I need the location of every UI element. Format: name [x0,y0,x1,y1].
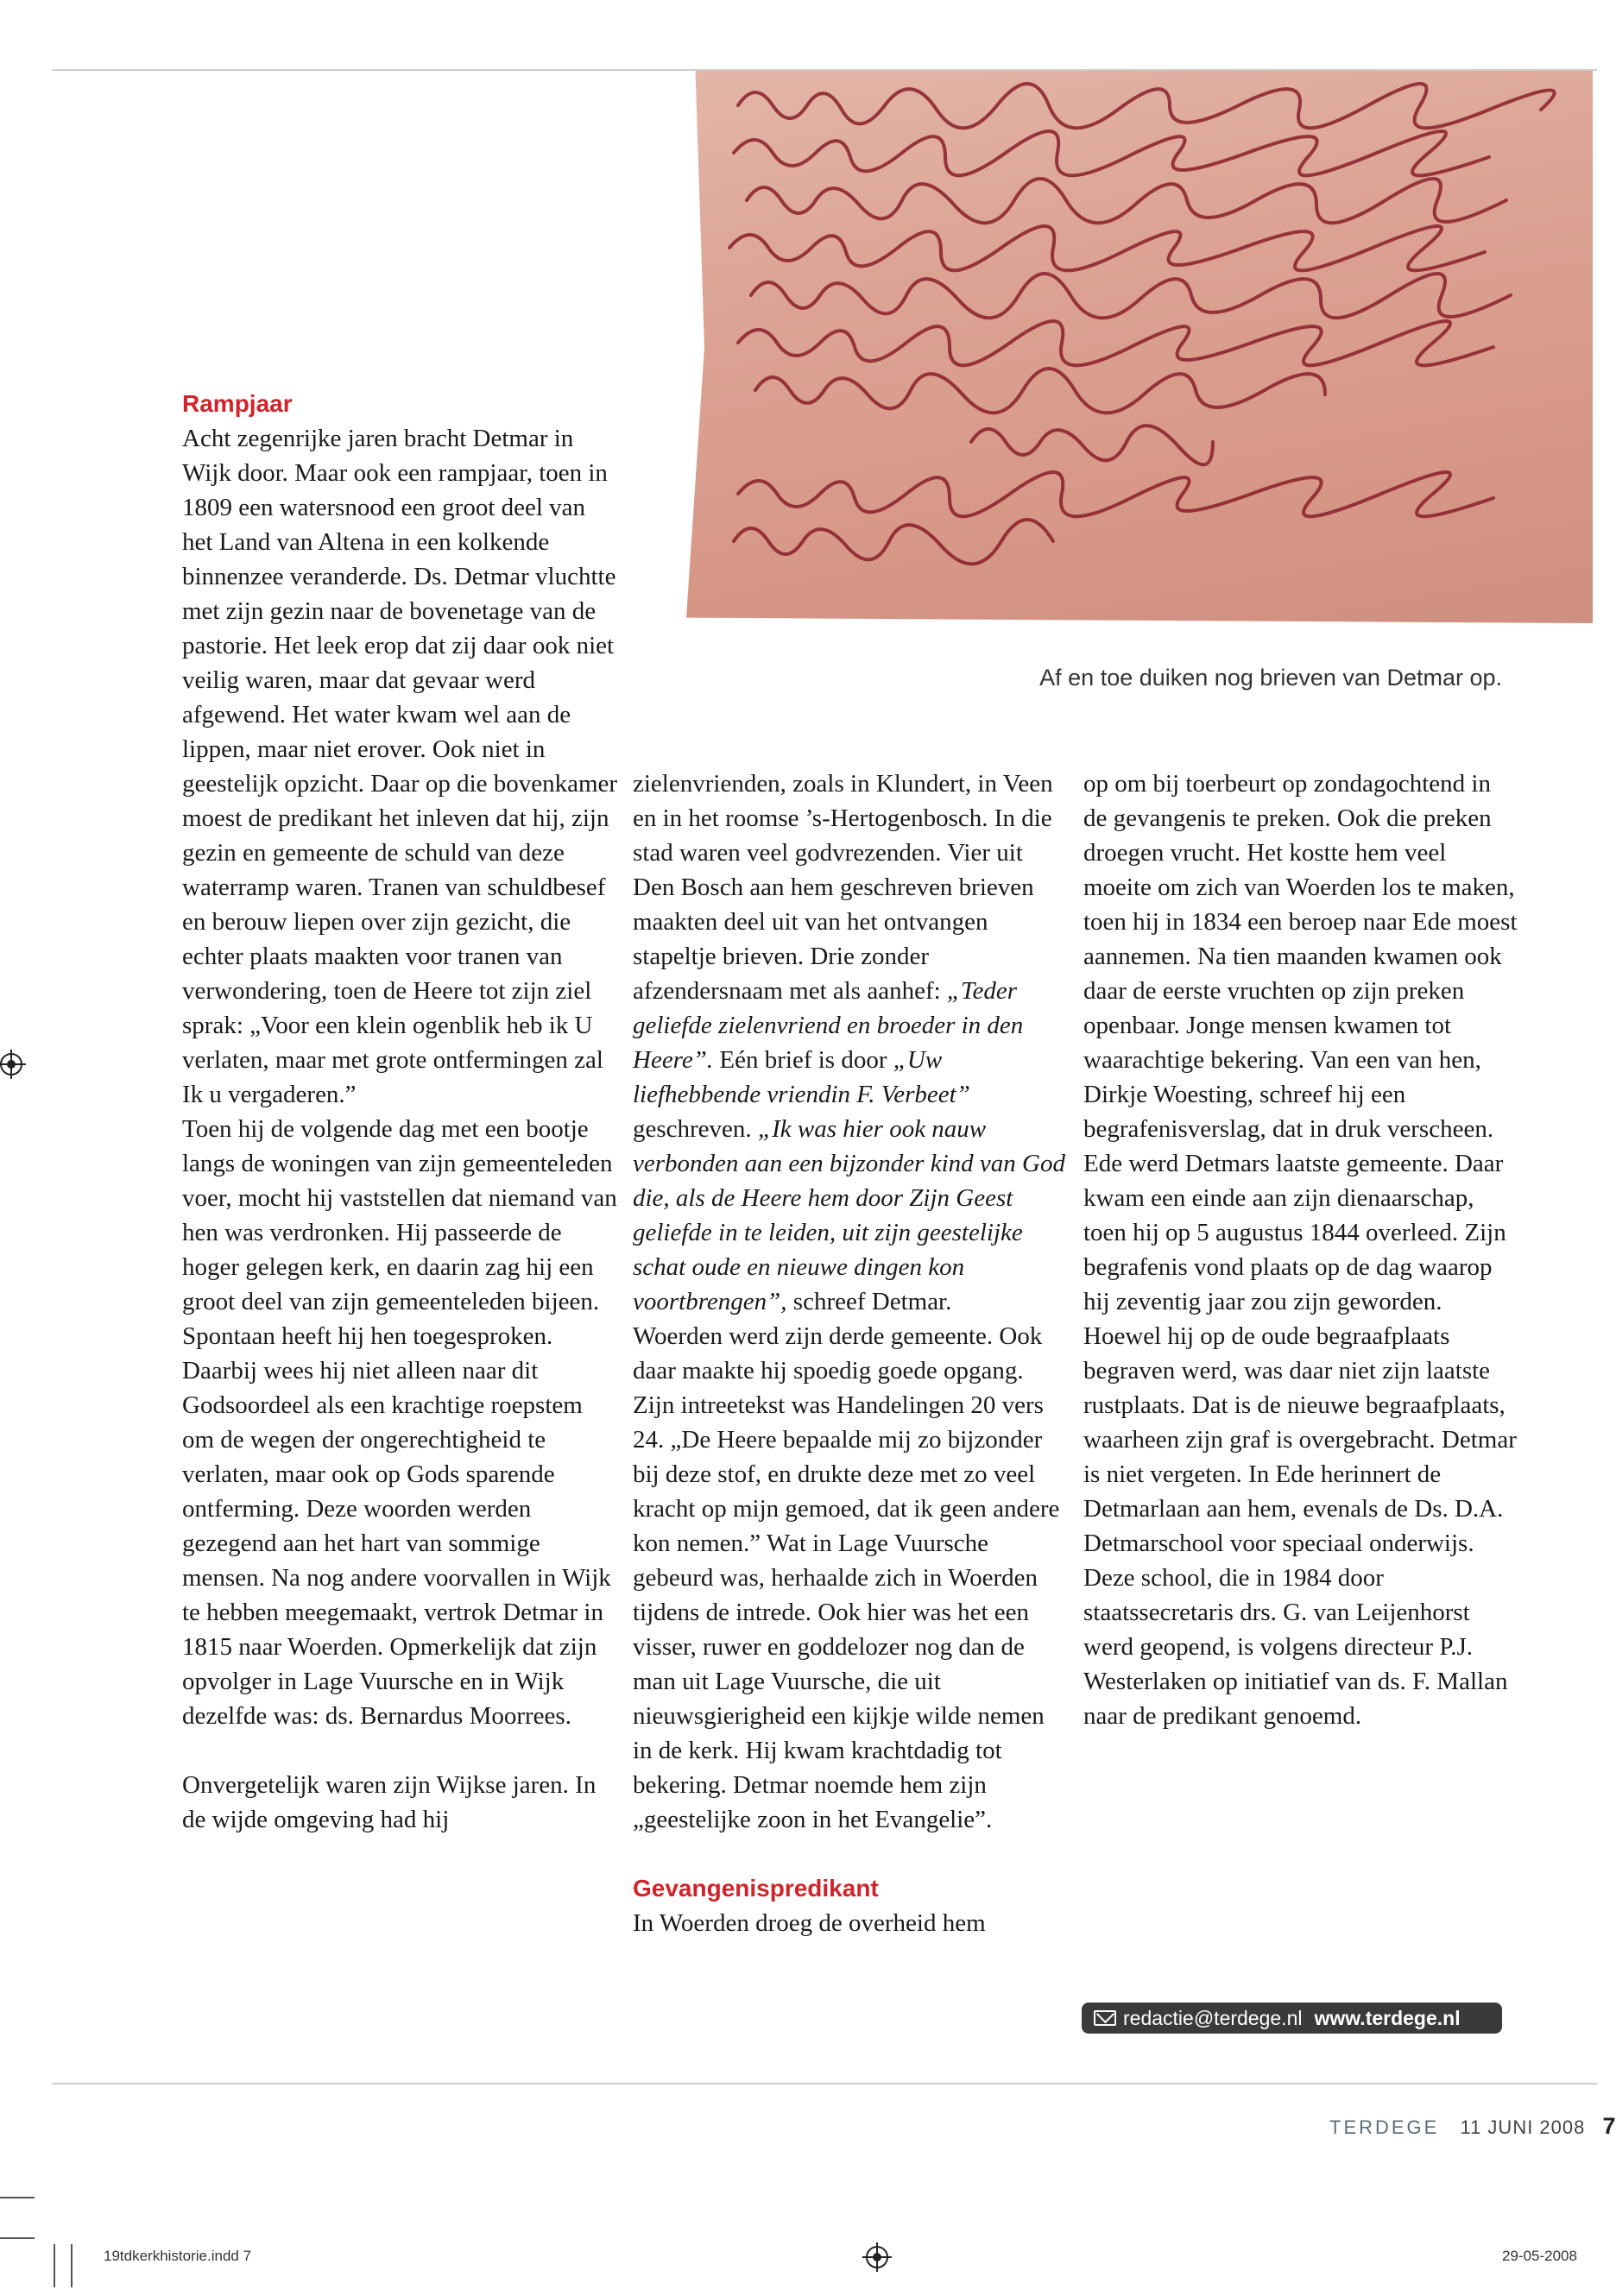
crop-mark [0,2197,35,2198]
section-heading-rampjaar: Rampjaar [182,390,293,417]
slug-date: 29-05-2008 [1502,2248,1577,2264]
crop-mark [54,2244,55,2287]
paragraph: Toen hij de volgende dag met een bootje langs de woningen van zijn gemeenteleden voer, mocht hij vaststellen dat niemand van hen was verdronken. Hij passeerde de hoger gelegen kerk, en daarin zag hij een groot deel van zijn gemeenteleden bijeen. Spontaan heeft hij hen toegesproken. Daarbij wees hij niet alleen naar dit Godsoordeel als een krachtige roepstem om de wegen der ongerechtigheid te verlaten, maar ook op Gods sparende ontferming. Deze woorden werden gezegend aan het hart van sommige mensen. Na nog andere voorvallen in Wijk te hebben meegemaakt, vertrok Detmar in 1815 naar Woerden. Opmerkelijk dat zijn opvolger in Lage Vuursche en in Wijk dezelfde was: ds. Bernardus Moorrees. [182,1115,617,1730]
bottom-trim-line [52,2083,1597,2085]
crop-mark [71,2244,73,2287]
column-2 [633,766,1069,1940]
slug-filename: 19tdkerkhistorie.indd 7 [104,2248,252,2264]
page-footer [1329,2113,1616,2140]
paragraph: zielenvrienden, zoals in Klundert, in Veen en in het roomse ’s-Hertogenbosch. In die stad waren veel godvrezenden. Vier uit Den Bosch aan hem geschreven brieven maakten deel uit van het ontvangen stapeltje brieven. Drie zonder afzendersnaam met als aanhef: „Teder geliefde zielenvriend en broeder in den Heere”. Eén brief is door „Uw liefhebbende vriendin F. Verbeet” geschreven. „Ik was hier ook nauw verbonden aan een bijzonder kind van God die, als de Heere hem door Zijn Geest geliefde in te leiden, uit zijn geestelijke schat oude en nieuwe dingen kon voortbrengen”, schreef Detmar. [633,770,1065,1315]
top-trim-line [52,69,1597,71]
column-1 [182,387,618,1837]
quote: „Teder geliefde zielenvriend en broeder in den Heere”. [633,977,1024,1074]
paragraph: Woerden werd zijn derde gemeente. Ook daar maakte hij spoedig goede opgang. Zijn intreetekst was Handelingen 20 vers 24. „De Heere bepaalde mij zo bijzonder bij deze stof, en drukte deze met zo veel kracht op mijn gemoed, dat ik geen andere kon nemen.” Wat in Lage Vuursche gebeurd was, herhaalde zich in Woerden tijdens de intrede. Ook hier was het een visser, ruwer en goddelozer nog dan de man uit Lage Vuursche, die uit nieuwsgierigheid een kijkje wilde nemen in de kerk. Hij kwam krachtdadig tot bekering. Detmar noemde hem zijn „geestelijke zoon in het Evangelie”. [633,1322,1060,1833]
quote: „Ik was hier ook nauw verbonden aan een bijzonder kind van God die, als de Heere hem door Zijn Geest geliefde in te leiden, uit zijn geestelijke schat oude en nieuwe dingen kon voortbrengen”, [633,1115,1065,1315]
paragraph: In Woerden droeg de overheid hem [633,1909,986,1937]
paragraph: Acht zegenrijke jaren bracht Detmar in Wijk door. Maar ook een rampjaar, toen in 1809 een watersnood een groot deel van het Land van Altena in een kolkende binnenzee veranderde. Ds. Detmar vluchtte met zijn gezin naar de bovenetage van de pastorie. Het leek erop dat zij daar ook niet veilig waren, maar dat gevaar werd afgewend. Het water kwam wel aan de lippen, maar niet erover. Ook niet in geestelijk opzicht. Daar op die bovenkamer moest de predikant het inleven dat hij, zijn gezin en gemeente de schuld van deze waterramp waren. Tranen van schuldbesef en berouw liepen over zijn gezicht, die echter plaats maakten voor tranen van verwondering, toen de Heere tot zijn ziel sprak: „Voor een klein ogenblik heb ik U verlaten, maar met grote ontfermingen zal Ik u vergaderen.” [182,425,618,1108]
column-3 [1083,766,1519,1733]
paragraph: Ede werd Detmars laatste gemeente. Daar kwam een einde aan zijn dienaarschap, toen hij op 5 augustus 1844 overleed. Zijn begrafenis vond plaats op de dag waarop hij zeventig jaar zou zijn geworden. Hoewel hij op de oude begraafplaats begraven werd, was daar niet zijn laatste rustplaats. Dat is de nieuwe begraafplaats, waarheen zijn graf is overgebracht. Detmar is niet vergeten. In Ede herinnert de Detmarlaan aan hem, evenals de Ds. D.A. Detmarschool voor speciaal onderwijs. Deze school, die in 1984 door staatssecretaris drs. G. van Leijenhorst werd geopend, is volgens directeur P.J. Westerlaken op initiatief van ds. F. Mallan naar de predikant genoemd. [1083,1150,1517,1730]
issue-date: 11 JUNI 2008 [1460,2116,1586,2138]
manuscript-letter-photo [686,71,1593,623]
contact-bar [1082,2003,1502,2034]
paragraph: op om bij toerbeurt op zondagochtend in de gevangenis te preken. Ook die preken droegen vrucht. Het kostte hem veel moeite om zich van Woerden los te maken, toen hij in 1834 een beroep naar Ede moest aannemen. Na tien maanden kwamen ook daar de eerste vruchten op zijn preken openbaar. Jonge mensen kwamen tot waarachtige bekering. Van een van hen, Dirkje Woesting, schreef hij een begrafenisverslag, dat in druk verscheen. [1083,770,1518,1143]
email-link[interactable]: redactie@terdege.nl [1123,2006,1303,2029]
handwriting-illustration [686,71,1593,623]
quote: „Uw liefhebbende vriendin F. Verbeet” [633,1046,970,1108]
page-number: 7 [1602,2113,1616,2139]
registration-mark [866,2246,888,2268]
photo-caption: Af en toe duiken nog brieven van Detmar op. [1039,665,1502,691]
section-heading-gevangenispredikant: Gevangenispredikant [633,1875,879,1902]
website-link[interactable]: www.terdege.nl [1314,2006,1461,2029]
paragraph: Onvergetelijk waren zijn Wijkse jaren. In de wijde omgeving had hij [182,1771,597,1833]
registration-mark [0,1053,22,1075]
mail-icon [1094,2010,1116,2026]
crop-mark [0,2237,35,2239]
magazine-name: TERDEGE [1329,2116,1440,2138]
